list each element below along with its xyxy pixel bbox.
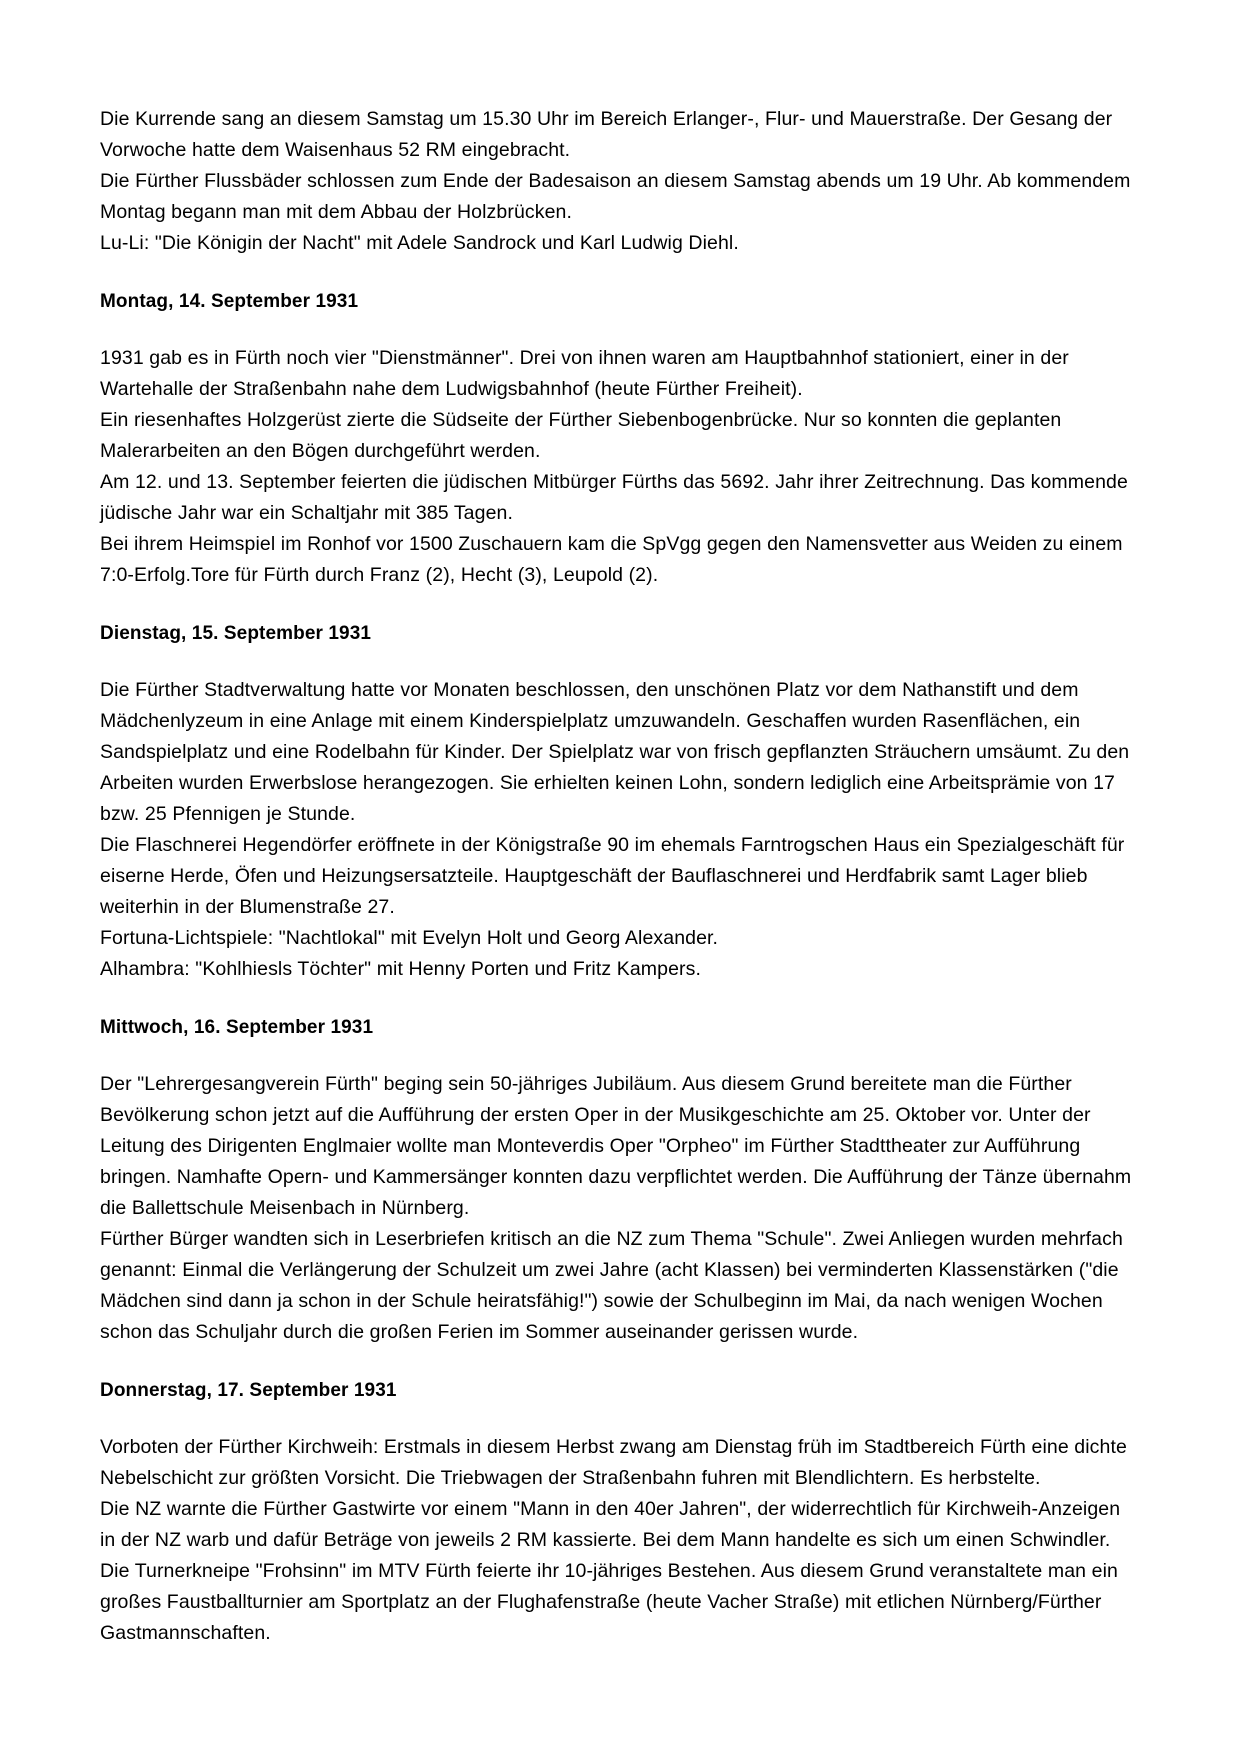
section-heading-donnerstag: Donnerstag, 17. September 1931 — [100, 1380, 397, 1401]
spacer — [100, 985, 1139, 1012]
paragraph: Lu-Li: "Die Königin der Nacht" mit Adele Sandrock und Karl Ludwig Diehl. — [100, 232, 739, 254]
paragraph: Die Kurrende sang an diesem Samstag um 15.30 Uhr im Bereich Erlanger-, Flur- und Mauerstraße. Der Gesang der Vorwoche hatte dem Waisenhaus 52 RM eingebracht. — [100, 108, 1113, 161]
spacer — [100, 591, 1139, 618]
section-body-mittwoch — [100, 1069, 1139, 1348]
section-heading-mittwoch: Mittwoch, 16. September 1931 — [100, 1017, 374, 1038]
spacer — [100, 1348, 1139, 1375]
paragraph: Die Fürther Flussbäder schlossen zum Ende der Badesaison an diesem Samstag abends um 19 Uhr. Ab kommendem Montag begann man mit dem Abbau der Holzbrücken. — [100, 170, 1131, 223]
paragraph: Die Flaschnerei Hegendörfer eröffnete in der Königstraße 90 im ehemals Farntrogschen Haus ein Spezialgeschäft für eiserne Herde, Öfen und Heizungsersatzteile. Hauptgeschäft der Bauflaschnerei und Herdfabrik samt Lager blieb weiterhin in der Blumenstraße 27. — [100, 834, 1125, 918]
paragraph: Die NZ warnte die Fürther Gastwirte vor einem "Mann in den 40er Jahren", der widerrechtlich für Kirchweih-Anzeigen in der NZ warb und dafür Beträge von jeweils 2 RM kassierte. Bei dem Mann handelte es sich um einen Schwindler. — [100, 1498, 1121, 1551]
paragraph: Alhambra: "Kohlhiesls Töchter" mit Henny Porten und Fritz Kampers. — [100, 958, 701, 980]
intro-block — [100, 104, 1139, 259]
section-body-dienstag — [100, 675, 1139, 985]
spacer — [100, 649, 1139, 675]
spacer — [100, 259, 1139, 286]
paragraph: 1931 gab es in Fürth noch vier "Dienstmänner". Drei von ihnen waren am Hauptbahnhof stationiert, einer in der Wartehalle der Straßenbahn nahe dem Ludwigsbahnhof (heute Fürther Freiheit). — [100, 347, 1069, 400]
paragraph: Fortuna-Lichtspiele: "Nachtlokal" mit Evelyn Holt und Georg Alexander. — [100, 927, 719, 949]
section-body-donnerstag — [100, 1432, 1139, 1649]
paragraph: Die Turnerkneipe "Frohsinn" im MTV Fürth feierte ihr 10-jähriges Bestehen. Aus diesem Grund veranstaltete man ein großes Faustballturnier am Sportplatz an der Flughafenstraße (heute Vacher Straße) mit etlichen Nürnberg/Fürther Gastmannschaften. — [100, 1560, 1118, 1644]
paragraph: Vorboten der Fürther Kirchweih: Erstmals in diesem Herbst zwang am Dienstag früh im Stadtbereich Fürth eine dichte Nebelschicht zur größten Vorsicht. Die Triebwagen der Straßenbahn fuhren mit Blendlichtern. Es herbstelte. — [100, 1436, 1127, 1489]
section-heading-dienstag: Dienstag, 15. September 1931 — [100, 623, 372, 644]
spacer — [100, 317, 1139, 343]
paragraph: Fürther Bürger wandten sich in Leserbriefen kritisch an die NZ zum Thema "Schule". Zwei Anliegen wurden mehrfach genannt: Einmal die Verlängerung der Schulzeit um zwei Jahre (acht Klassen) bei verminderten Klassenstärken ("die Mädchen sind dann ja schon in der Schule heiratsfähig!") sowie der Schulbeginn im Mai, da nach wenigen Wochen schon das Schuljahr durch die großen Ferien im Sommer auseinander gerissen wurde. — [100, 1228, 1123, 1343]
paragraph: Am 12. und 13. September feierten die jüdischen Mitbürger Fürths das 5692. Jahr ihrer Zeitrechnung. Das kommende jüdische Jahr war ein Schaltjahr mit 385 Tagen. — [100, 471, 1128, 524]
spacer — [100, 1406, 1139, 1432]
paragraph: Bei ihrem Heimspiel im Ronhof vor 1500 Zuschauern kam die SpVgg gegen den Namensvetter aus Weiden zu einem 7:0-Erfolg.Tore für Fürth durch Franz (2), Hecht (3), Leupold (2). — [100, 533, 1123, 586]
paragraph: Die Fürther Stadtverwaltung hatte vor Monaten beschlossen, den unschönen Platz vor dem Nathanstift und dem Mädchenlyzeum in eine Anlage mit einem Kinderspielplatz umzuwandeln. Geschaffen wurden Rasenflächen, ein Sandspielplatz und eine Rodelbahn für Kinder. Der Spielplatz war von frisch gepflanzten Sträuchern umsäumt. Zu den Arbeiten wurden Erwerbslose herangezogen. Sie erhielten keinen Lohn, sondern lediglich eine Arbeitsprämie von 17 bzw. 25 Pfennigen je Stunde. — [100, 679, 1130, 825]
spacer — [100, 1043, 1139, 1069]
section-heading-montag: Montag, 14. September 1931 — [100, 291, 359, 312]
paragraph: Ein riesenhaftes Holzgerüst zierte die Südseite der Fürther Siebenbogenbrücke. Nur so konnten die geplanten Malerarbeiten an den Bögen durchgeführt werden. — [100, 409, 1062, 462]
section-body-montag — [100, 343, 1139, 591]
paragraph: Der "Lehrergesangverein Fürth" beging sein 50-jähriges Jubiläum. Aus diesem Grund bereitete man die Fürther Bevölkerung schon jetzt auf die Aufführung der ersten Oper in der Musikgeschichte am 25. Oktober vor. Unter der Leitung des Dirigenten Englmaier wollte man Monteverdis Oper "Orpheo" im Fürther Stadttheater zur Aufführung bringen. Namhafte Opern- und Kammersänger konnten dazu verpflichtet werden. Die Aufführung der Tänze übernahm die Ballettschule Meisenbach in Nürnberg. — [100, 1073, 1132, 1219]
